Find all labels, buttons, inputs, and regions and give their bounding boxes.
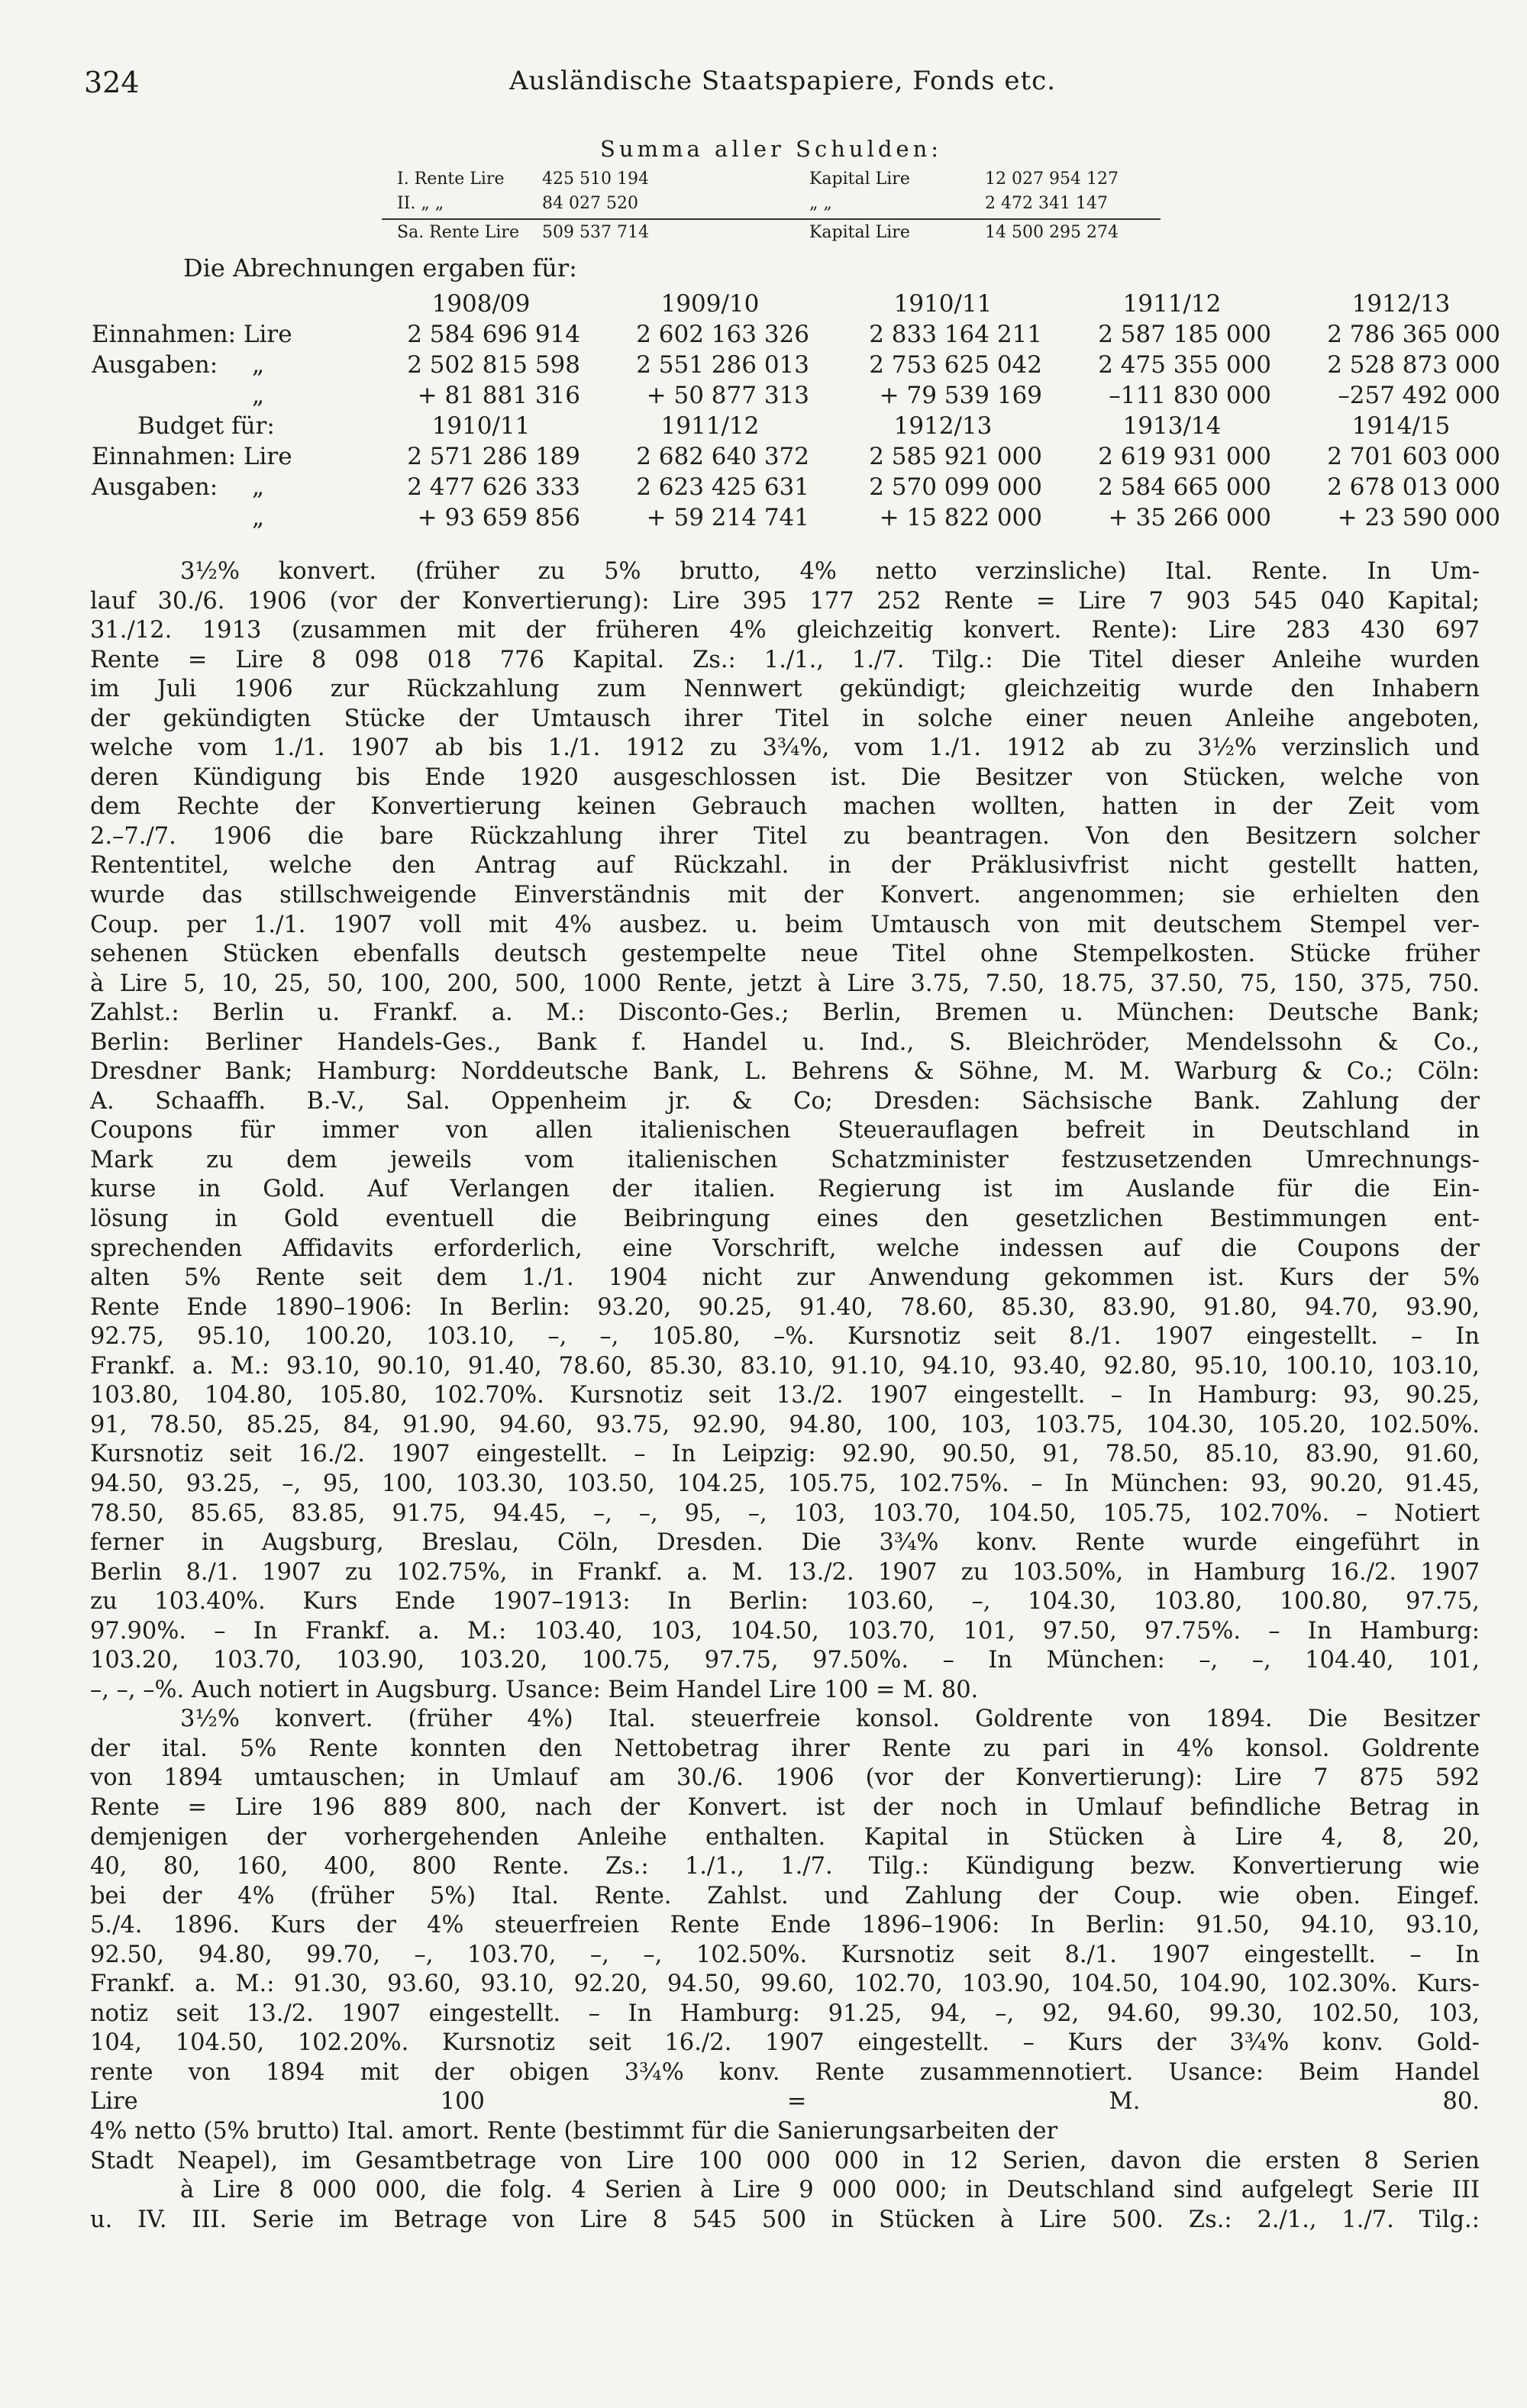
text-line: Lire 100 = M. 80. — [90, 2088, 1480, 2116]
summa-label: I. Rente Lire — [397, 169, 505, 189]
value-cell: 2 833 164 211 — [869, 321, 1042, 348]
summa-label: Sa. Rente Lire — [397, 223, 519, 242]
text-line: 103.80, 104.80, 105.80, 102.70%. Kursnotiz seit 13./2. 1907 eingestellt. – In Hamburg: 93, 90.25, — [90, 1382, 1480, 1409]
row-label: Ausgaben: — [92, 473, 218, 501]
text-line: lauf 30./6. 1906 (vor der Konvertierung): Lire 395 177 252 Rente = Lire 7 903 545 040 Kapital; — [90, 587, 1480, 615]
budget-saldo-row — [92, 504, 1500, 534]
text-line: Kursnotiz seit 16./2. 1907 eingestellt. – In Leipzig: 92.90, 90.50, 91, 78.50, 85.10, 83.90, 91.60, — [90, 1441, 1480, 1468]
text-line: zu 103.40%. Kurs Ende 1907–1913: In Berlin: 103.60, –, 104.30, 103.80, 100.80, 97.75, — [90, 1588, 1480, 1616]
summa-kapital: 14 500 295 274 — [985, 223, 1119, 242]
summa-kapital: 2 472 341 147 — [985, 194, 1108, 213]
summa-rente: 425 510 194 — [542, 169, 649, 189]
year-cell: 1910/11 — [893, 290, 993, 318]
summa-kap-label: Kapital Lire — [809, 169, 910, 189]
text-line: Zahlst.: Berlin u. Frankf. a. M.: Disconto-Ges.; Berlin, Bremen u. München: Deutsche Bank; — [90, 999, 1480, 1027]
text-line: von 1894 umtauschen; in Umlauf am 30./6. 1906 (vor der Konvertierung): Lire 7 875 592 — [90, 1764, 1480, 1792]
value-cell: 2 619 931 000 — [1098, 443, 1271, 470]
value-cell: 2 502 815 598 — [407, 351, 580, 379]
text-line: 3½% konvert. (früher 4%) Ital. steuerfreie konsol. Goldrente von 1894. Die Besitzer — [180, 1706, 1480, 1733]
value-cell: + 79 539 169 — [879, 382, 1042, 409]
value-cell: 2 477 626 333 — [407, 473, 580, 501]
text-line: lösung in Gold eventuell die Beibringung eines den gesetzlichen Bestimmungen ent- — [90, 1206, 1480, 1233]
year-cell: 1911/12 — [660, 412, 760, 440]
value-cell: + 35 266 000 — [1108, 504, 1271, 531]
abrechnungen-intro: Die Abrechnungen ergaben für: — [183, 253, 577, 282]
text-line: bei der 4% (früher 5%) Ital. Rente. Zahlst. und Zahlung der Coup. wie oben. Eingef. — [90, 1882, 1480, 1909]
text-line: 92.50, 94.80, 99.70, –, 103.70, –, –, 102.50%. Kursnotiz seit 8./1. 1907 eingestellt. – In — [90, 1941, 1480, 1968]
text-line: Frankf. a. M.: 91.30, 93.60, 93.10, 92.20, 94.50, 99.60, 102.70, 103.90, 104.50, 104.90, 102.30%. Kurs- — [90, 1971, 1480, 1998]
text-line: à Lire 5, 10, 25, 50, 100, 200, 500, 1000 Rente, jetzt à Lire 3.75, 7.50, 18.75, 37.50, 75, 150, 375, 750. — [90, 970, 1480, 997]
summa-rente: 509 537 714 — [542, 223, 649, 242]
text-line: Stadt Neapel), im Gesamtbetrage von Lire 100 000 000 in 12 Serien, davon die ersten 8 Serien — [90, 2147, 1480, 2174]
text-line: 103.20, 103.70, 103.90, 103.20, 100.75, 97.75, 97.50%. – In München: –, –, 104.40, 101, — [90, 1647, 1480, 1674]
summa-row — [382, 166, 1161, 191]
text-line: rente von 1894 mit der obigen 3¾% konv. Rente zusammennotiert. Usance: Beim Handel — [90, 2058, 1480, 2086]
value-cell: 2 475 355 000 — [1098, 351, 1271, 379]
value-cell: 2 570 099 000 — [869, 473, 1042, 501]
page-number: 324 — [84, 66, 140, 99]
value-cell: –111 830 000 — [1109, 382, 1271, 409]
value-cell: –257 492 000 — [1338, 382, 1500, 409]
text-line: Coupons für immer von allen italienischen Steuerauflagen befreit in Deutschland in — [90, 1117, 1480, 1144]
value-cell: 2 701 603 000 — [1327, 443, 1500, 470]
value-cell: 2 571 286 189 — [407, 443, 580, 470]
value-cell: + 93 659 856 — [417, 504, 580, 531]
year-cell: 1912/13 — [893, 412, 993, 440]
text-line: kurse in Gold. Auf Verlangen der italien. Regierung ist im Auslande für die Ein- — [90, 1176, 1480, 1203]
text-line: Rententitel, welche den Antrag auf Rückzahl. in der Präklusivfrist nicht gestellt hatten, — [90, 852, 1480, 880]
ausgaben-row — [92, 351, 1500, 382]
text-line: notiz seit 13./2. 1907 eingestellt. – In Hamburg: 91.25, 94, –, 92, 94.60, 99.30, 102.50, 103, — [90, 2000, 1480, 2027]
text-line: 92.75, 95.10, 100.20, 103.10, –, –, 105.80, –%. Kursnotiz seit 8./1. 1907 eingestellt. – In — [90, 1323, 1480, 1351]
text-line: 97.90%. – In Frankf. a. M.: 103.40, 103, 104.50, 103.70, 101, 97.50, 97.75%. – In Hamburg: — [90, 1617, 1480, 1645]
ditto-mark: „ — [252, 473, 265, 501]
text-line: 78.50, 85.65, 83.85, 91.75, 94.45, –, –, 95, –, 103, 103.70, 104.50, 105.75, 102.70%. – Notiert — [90, 1499, 1480, 1527]
year-header-row — [92, 290, 1481, 321]
text-line: 4% netto (5% brutto) Ital. amort. Rente (bestimmt für die Sanierungsarbeiten der — [90, 2117, 1058, 2145]
text-line: im Juli 1906 zur Rückzahlung zum Nennwert gekündigt; gleichzeitig wurde den Inhabern — [90, 676, 1480, 703]
text-line: 104, 104.50, 102.20%. Kursnotiz seit 16./2. 1907 eingestellt. – Kurs der 3¾% konv. Gold- — [90, 2029, 1480, 2057]
text-line: Coup. per 1./1. 1907 voll mit 4% ausbez. u. beim Umtausch von mit deutschem Stempel ver- — [90, 911, 1480, 938]
text-line: ferner in Augsburg, Breslau, Cöln, Dresden. Die 3¾% konv. Rente wurde eingeführt in — [90, 1529, 1480, 1557]
value-cell: 2 602 163 326 — [636, 321, 809, 348]
text-line: deren Kündigung bis Ende 1920 ausgeschlossen ist. Die Besitzer von Stücken, welche von — [90, 763, 1480, 791]
value-cell: 2 587 185 000 — [1098, 321, 1271, 348]
summa-title: Summa aller Schulden: — [599, 136, 943, 162]
text-line: der gekündigten Stücke der Umtausch ihrer Titel in solche einer neuen Anleihe angeboten, — [90, 705, 1480, 732]
text-line: 94.50, 93.25, –, 95, 100, 103.30, 103.50, 104.25, 105.75, 102.75%. – In München: 93, 90.20, 91.45, — [90, 1470, 1480, 1497]
text-line: Berlin 8./1. 1907 zu 102.75%, in Frankf. a. M. 13./2. 1907 zu 103.50%, in Hamburg 16./2. 1907 — [90, 1558, 1480, 1586]
row-label: Einnahmen: Lire — [92, 321, 292, 348]
value-cell: 2 528 873 000 — [1327, 351, 1500, 379]
text-line: 5./4. 1896. Kurs der 4% steuerfreien Rente Ende 1896–1906: In Berlin: 91.50, 94.10, 93.10, — [90, 1912, 1480, 1939]
text-line: demjenigen der vorhergehenden Anleihe enthalten. Kapital in Stücken à Lire 4, 8, 20, — [90, 1823, 1480, 1851]
value-cell: + 59 214 741 — [646, 504, 809, 531]
value-cell: 2 678 013 000 — [1327, 473, 1500, 501]
value-cell: 2 584 696 914 — [407, 321, 580, 348]
text-line: Mark zu dem jeweils vom italienischen Schatzminister festzusetzenden Umrechnungs- — [90, 1146, 1480, 1173]
text-line: wurde das stillschweigende Einverständnis mit der Konvert. angenommen; sie erhielten den — [90, 882, 1480, 909]
budget-header-row — [92, 412, 1481, 443]
year-cell: 1912/13 — [1351, 290, 1451, 318]
text-line: u. IV. III. Serie im Betrage von Lire 8 545 500 in Stücken à Lire 500. Zs.: 2./1., 1./7. Tilg.: — [90, 2206, 1480, 2233]
value-cell: 2 551 286 013 — [636, 351, 809, 379]
ditto-mark: „ — [252, 351, 265, 379]
text-line: Frankf. a. M.: 93.10, 90.10, 91.40, 78.60, 85.30, 83.10, 91.10, 94.10, 93.40, 92.80, 95.10, 100.10, 103.10, — [90, 1352, 1480, 1380]
text-line: à Lire 8 000 000, die folg. 4 Serien à Lire 9 000 000; in Deutschland sind aufgelegt Serie III — [180, 2177, 1480, 2204]
text-line: –, –, –%. Auch notiert in Augsburg. Usance: Beim Handel Lire 100 = M. 80. — [90, 1676, 979, 1703]
value-cell: 2 623 425 631 — [636, 473, 809, 501]
text-line: Rente = Lire 8 098 018 776 Kapital. Zs.: 1./1., 1./7. Tilg.: Die Titel dieser Anleihe wurden — [90, 646, 1480, 673]
summa-total-row — [382, 218, 1161, 244]
value-cell: 2 753 625 042 — [869, 351, 1042, 379]
value-cell: 2 584 665 000 — [1098, 473, 1271, 501]
summa-label: II. „ „ — [397, 194, 444, 213]
text-line: A. Schaaffh. B.-V., Sal. Oppenheim jr. & Co; Dresden: Sächsische Bank. Zahlung der — [90, 1087, 1480, 1115]
running-title: Ausländische Staatspapiere, Fonds etc. — [508, 66, 1057, 96]
text-line: Berlin: Berliner Handels-Ges., Bank f. Handel u. Ind., S. Bleichröder, Mendelssohn & Co., — [90, 1028, 1480, 1056]
value-cell: 2 682 640 372 — [636, 443, 809, 470]
value-cell: 2 786 365 000 — [1327, 321, 1500, 348]
text-line: 2.–7./7. 1906 die bare Rückzahlung ihrer Titel zu beantragen. Von den Besitzern solcher — [90, 822, 1480, 850]
year-cell: 1911/12 — [1122, 290, 1222, 318]
value-cell: + 81 881 316 — [417, 382, 580, 409]
row-label: Ausgaben: — [92, 351, 218, 379]
page-header — [84, 66, 1481, 111]
year-cell: 1908/09 — [431, 290, 531, 318]
ditto-mark: „ — [252, 382, 265, 409]
summa-kap-label: Kapital Lire — [809, 223, 910, 242]
summa-row — [382, 191, 1161, 215]
value-cell: + 15 822 000 — [879, 504, 1042, 531]
row-label: Budget für: — [137, 412, 275, 440]
text-line: Dresdner Bank; Hamburg: Norddeutsche Bank, L. Behrens & Söhne, M. M. Warburg & Co.; Cöln: — [90, 1058, 1480, 1086]
year-cell: 1909/10 — [660, 290, 760, 318]
text-line: 91, 78.50, 85.25, 84, 91.90, 94.60, 93.75, 92.90, 94.80, 100, 103, 103.75, 104.30, 105.20, 102.50%. — [90, 1411, 1480, 1438]
summa-rente: 84 027 520 — [542, 194, 638, 213]
saldo-row — [92, 382, 1500, 412]
row-label: Einnahmen: Lire — [92, 443, 292, 470]
budget-ausgaben-row — [92, 473, 1500, 504]
text-line: Rente Ende 1890–1906: In Berlin: 93.20, 90.25, 91.40, 78.60, 85.30, 83.90, 91.80, 94.70, 93.90, — [90, 1293, 1480, 1321]
text-line: sprechenden Affidavits erforderlich, eine Vorschrift, welche indessen auf die Coupons der — [90, 1235, 1480, 1262]
text-line: welche vom 1./1. 1907 ab bis 1./1. 1912 zu 3¾%, vom 1./1. 1912 ab zu 3½% verzinslich und — [90, 734, 1480, 762]
text-line: dem Rechte der Konvertierung keinen Gebrauch machen wollten, hatten in der Zeit vom — [90, 793, 1480, 821]
summa-table — [382, 136, 1161, 244]
einnahmen-row — [92, 321, 1500, 351]
body-text — [90, 557, 1480, 2235]
text-line: Rente = Lire 196 889 800, nach der Konvert. ist der noch in Umlauf befindliche Betrag in — [90, 1793, 1480, 1821]
year-cell: 1910/11 — [431, 412, 531, 440]
year-cell: 1913/14 — [1122, 412, 1222, 440]
value-cell: + 23 590 000 — [1337, 504, 1500, 531]
text-line: alten 5% Rente seit dem 1./1. 1904 nicht zur Anwendung gekommen ist. Kurs der 5% — [90, 1264, 1480, 1292]
ditto-mark: „ — [252, 504, 265, 531]
budget-einnahmen-row — [92, 443, 1500, 473]
text-line: 3½% konvert. (früher zu 5% brutto, 4% netto verzinsliche) Ital. Rente. In Um- — [180, 558, 1480, 585]
summa-kapital: 12 027 954 127 — [985, 169, 1119, 189]
text-line: 31./12. 1913 (zusammen mit der früheren 4% gleichzeitig konvert. Rente): Lire 283 430 697 — [90, 617, 1480, 644]
text-line: der ital. 5% Rente konnten den Nettobetrag ihrer Rente zu pari in 4% konsol. Goldrente — [90, 1735, 1480, 1762]
value-cell: + 50 877 313 — [646, 382, 809, 409]
text-line: sehenen Stücken ebenfalls deutsch gestempelte neue Titel ohne Stempelkosten. Stücke früher — [90, 941, 1480, 968]
year-cell: 1914/15 — [1351, 412, 1451, 440]
text-line: 40, 80, 160, 400, 800 Rente. Zs.: 1./1., 1./7. Tilg.: Kündigung bezw. Konvertierung wie — [90, 1853, 1480, 1880]
value-cell: 2 585 921 000 — [869, 443, 1042, 470]
summa-kap-label: „ „ — [809, 194, 832, 213]
finance-table — [92, 290, 1500, 534]
